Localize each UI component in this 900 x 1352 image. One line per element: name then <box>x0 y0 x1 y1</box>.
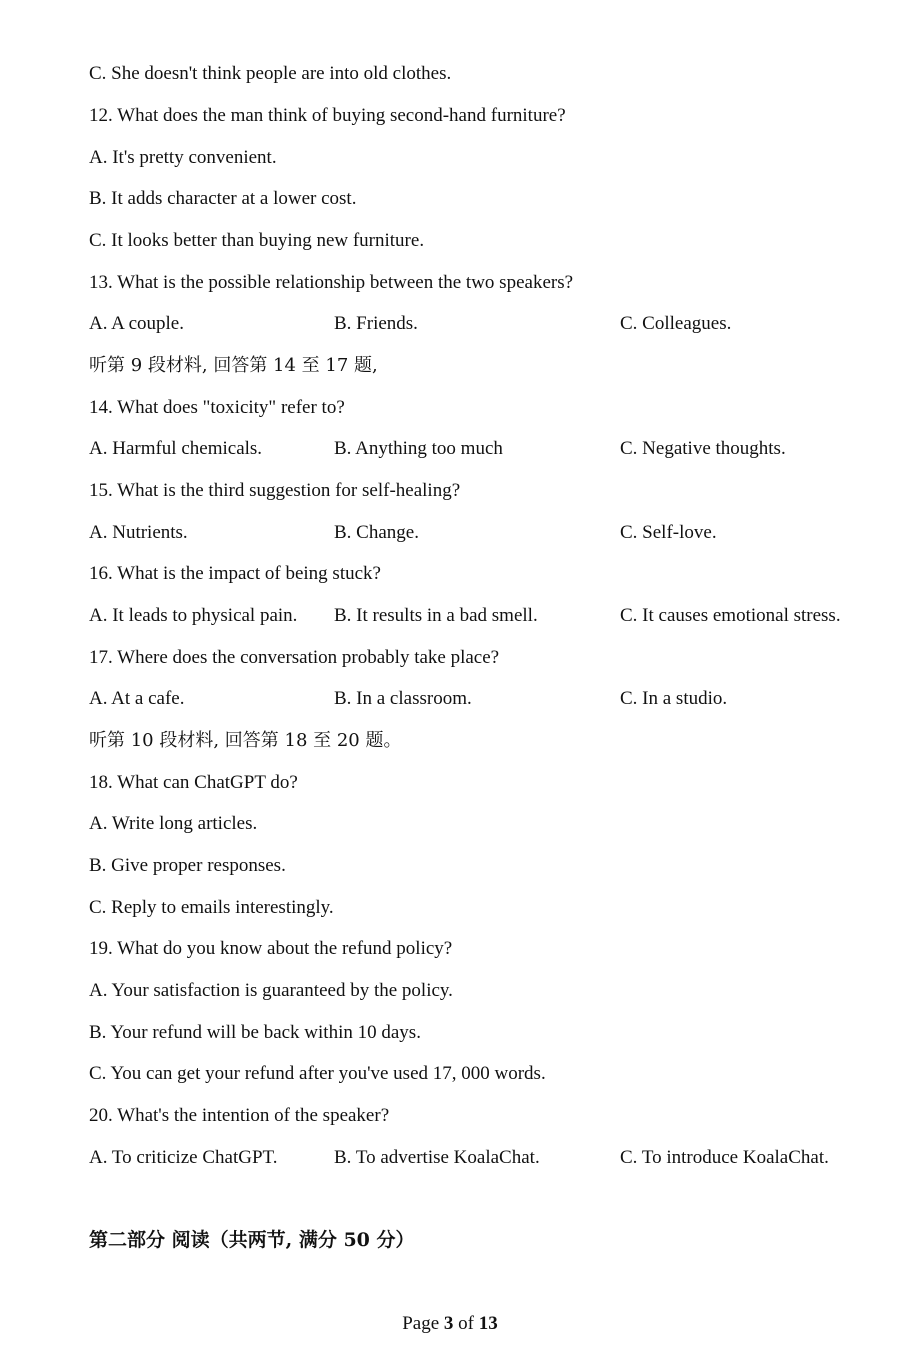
q18-option-c: C. Reply to emails interestingly. <box>89 897 334 918</box>
q19-option-c: C. You can get your refund after you've used 17, 000 words. <box>89 1063 546 1084</box>
question-17: 17. Where does the conversation probably take place? <box>89 647 500 668</box>
q19-option-b: B. Your refund will be back within 10 days. <box>89 1022 421 1043</box>
page-footer <box>0 1312 900 1336</box>
q17-option-b: B. In a classroom. <box>334 688 472 709</box>
q18-option-b: B. Give proper responses. <box>89 855 286 876</box>
q15-option-c: C. Self-love. <box>620 522 717 543</box>
q13-option-a: A. A couple. <box>89 313 184 334</box>
q20-option-a: A. To criticize ChatGPT. <box>89 1147 278 1168</box>
section-10-instruction: 听第 10 段材料, 回答第 18 至 20 题。 <box>89 730 402 751</box>
question-15: 15. What is the third suggestion for self-healing? <box>89 480 461 501</box>
q12-option-c: C. It looks better than buying new furniture. <box>89 230 425 251</box>
q13-option-c: C. Colleagues. <box>620 313 732 334</box>
q20-option-b: B. To advertise KoalaChat. <box>334 1147 540 1168</box>
question-12: 12. What does the man think of buying second-hand furniture? <box>89 105 566 126</box>
question-14: 14. What does "toxicity" refer to? <box>89 397 345 418</box>
q11-option-c: C. She doesn't think people are into old clothes. <box>89 63 452 84</box>
q16-option-c: C. It causes emotional stress. <box>620 605 841 626</box>
q15-option-a: A. Nutrients. <box>89 522 188 543</box>
q12-option-a: A. It's pretty convenient. <box>89 147 277 168</box>
question-18: 18. What can ChatGPT do? <box>89 772 298 793</box>
section-9-instruction: 听第 9 段材料, 回答第 14 至 17 题, <box>89 355 378 376</box>
question-13: 13. What is the possible relationship between the two speakers? <box>89 272 574 293</box>
q14-option-a: A. Harmful chemicals. <box>89 438 263 459</box>
q12-option-b: B. It adds character at a lower cost. <box>89 188 357 209</box>
q14-option-b: B. Anything too much <box>334 438 503 459</box>
q13-option-b: B. Friends. <box>334 313 418 334</box>
footer-prefix: Page <box>402 1313 444 1334</box>
question-16: 16. What is the impact of being stuck? <box>89 563 381 584</box>
part-two-heading: 第二部分 阅读（共两节, 满分 50 分） <box>89 1229 415 1251</box>
q15-option-b: B. Change. <box>334 522 419 543</box>
footer-middle: of <box>453 1313 479 1334</box>
total-page-number: 13 <box>478 1313 498 1334</box>
question-20: 20. What's the intention of the speaker? <box>89 1105 390 1126</box>
q19-option-a: A. Your satisfaction is guaranteed by the policy. <box>89 980 453 1001</box>
q14-option-c: C. Negative thoughts. <box>620 438 786 459</box>
q16-option-a: A. It leads to physical pain. <box>89 605 298 626</box>
q17-option-c: C. In a studio. <box>620 688 728 709</box>
q16-option-b: B. It results in a bad smell. <box>334 605 538 626</box>
current-page-number: 3 <box>443 1313 454 1334</box>
q18-option-a: A. Write long articles. <box>89 813 258 834</box>
question-19: 19. What do you know about the refund policy? <box>89 938 453 959</box>
q17-option-a: A. At a cafe. <box>89 688 185 709</box>
q20-option-c: C. To introduce KoalaChat. <box>620 1147 829 1168</box>
